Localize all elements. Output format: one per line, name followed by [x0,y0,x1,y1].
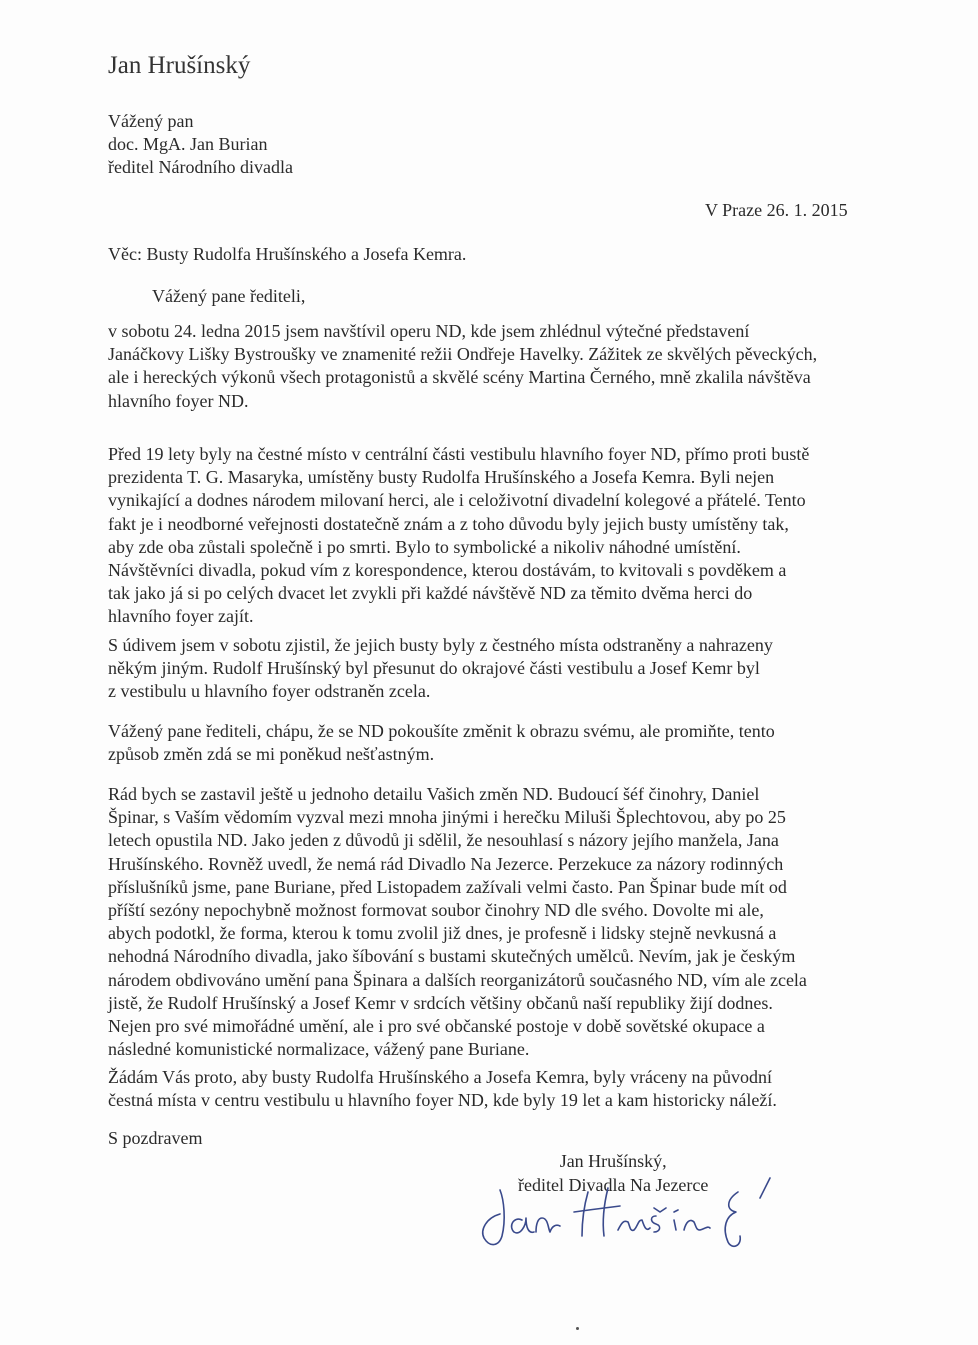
paragraph [108,320,828,413]
paragraph [108,1066,828,1112]
paragraph-line: Před 19 lety byly na čestné místo v centrální části vestibulu hlavního foyer ND, přímo proti bustě [108,444,810,464]
paragraph-line: Špinar, s Vaším vědomím vyzval mezi mnoha jinými i herečku Miluši Šplechtovou, aby po 25 [108,807,786,828]
recipient-line: ředitel Národního divadla [108,157,293,177]
paragraph-line: ale i hereckých výkonů všech protagonistů a skvělé scény Martina Černého, mně zkalila návštěva [108,367,811,388]
signer-title: ředitel Divadla Na Jezerce [518,1174,709,1195]
paragraph-line: abych podotkl, že forma, kterou k tomu zvolil již dnes, je profesně i lidsky stejně nevkusná a [108,923,777,944]
paragraph-line: v sobotu 24. ledna 2015 jsem navštívil operu ND, kde jsem zhlédnul výtečné představení [108,321,750,341]
letter-closing: S pozdravem [108,1128,203,1148]
letter-salutation: Vážený pane řediteli, [152,286,306,306]
paragraph-line: Návštěvníci divadla, pokud vím z korespondence, kterou dostávám, to kvitovali s povděkem a [108,560,787,581]
handwritten-signature-icon [470,1170,790,1260]
paragraph-line: nehodná Národního divadla, jako šíbování s bustami skutečných umělců. Nevím, jak je českým [108,946,796,967]
letter-subject: Věc: Busty Rudolfa Hrušínského a Josefa Kemra. [108,244,467,264]
recipient-line: Vážený pan [108,111,194,131]
paragraph-line: Rád bych se zastavil ještě u jednoho detailu Vašich změn ND. Budoucí šéf činohry, Daniel [108,784,760,804]
paragraph-line: prezidenta T. G. Masaryka, umístěny busty Rudolfa Hrušínského a Josefa Kemra. Byli nejen [108,467,775,488]
paragraph-line: fakt je i neodborné veřejnosti dostatečně znám a z toho důvodu byly jejich busty umístěny tak, [108,513,789,534]
paragraph [108,634,828,704]
paragraph-line: Hrušínského. Rovněž uvedl, že nemá rád Divadlo Na Jezerce. Perzekuce za názory rodinných [108,853,784,874]
paragraph [108,443,828,629]
paragraph-line: příští sezóny nepochybně možnost formovat soubor činohry ND dle svého. Dovolte mi ale, [108,900,764,921]
paragraph-line: Nejen pro své mimořádné umění, ale i pro své občanské postoje v době sovětské okupace a [108,1016,765,1037]
recipient-line: doc. MgA. Jan Burian [108,134,268,154]
paragraph-line: čestná místa v centru vestibulu u hlavního foyer ND, kde byly 19 let a kam historicky náleží. [108,1090,777,1111]
paragraph-line: Janáčkovy Lišky Bystroušky ve znamenité režii Ondřeje Havelky. Zážitek ze skvělých pěveckých, [108,344,818,365]
paragraph-line: letech opustila ND. Jako jeden z důvodů ji sdělil, že nesouhlasí s názory jejího manžela, Jana [108,830,779,851]
recipient-address [108,110,293,179]
paragraph-line: hlavního foyer ND. [108,390,249,411]
paragraph-line: Vážený pane řediteli, chápu, že se ND pokoušíte změnit k obrazu svému, ale promiňte, tento [108,721,775,741]
letter-date: V Praze 26. 1. 2015 [705,200,848,220]
sender-name: Jan Hrušínský [108,52,251,79]
paragraph-line: následné komunistické normalizace, vážený pane Buriane. [108,1039,530,1060]
paragraph-line: způsob změn zdá se mi poněkud nešťastným. [108,744,435,765]
paragraph-line: hlavního foyer zajít. [108,606,254,627]
paragraph [108,783,828,1061]
paragraph-line: z vestibulu u hlavního foyer odstraněn zcela. [108,681,431,702]
paragraph-line: tak jako já si po celých dvacet let zvykli při každé návštěvě ND za těmito dvěma herci do [108,583,753,604]
paragraph-line: S údivem jsem v sobotu zjistil, že jejich busty byly z čestného místa odstraněny a nahrazeny [108,635,773,655]
paragraph-line: národem obdivováno umění pana Špinara a dalších reorganizátorů současného ND, vím ale zcela [108,969,807,990]
paragraph [108,720,828,766]
paragraph-line: jistě, že Rudolf Hrušínský a Josef Kemr v srdcích většiny občanů naší republiky žijí dodnes. [108,992,773,1013]
paper-speck [576,1327,579,1330]
paragraph-line: někým jiným. Rudolf Hrušínský byl přesunut do okrajové části vestibulu a Josef Kemr byl [108,658,760,679]
signer-name: Jan Hrušínský, [559,1151,667,1171]
paragraph-line: Žádám Vás proto, aby busty Rudolfa Hrušínského a Josefa Kemra, byly vráceny na původní [108,1067,773,1087]
paragraph-line: aby zde oba zůstali společně i po smrti. Bylo to symbolické a nikoliv náhodné umístění. [108,536,741,557]
paragraph-line: příslušníků jsme, pane Buriane, před Listopadem zažívali velmi často. Pan Špinar bude mít od [108,876,787,897]
paragraph-line: vynikající a dodnes národem milovaní herci, ale i celoživotní divadelní kolegové a přátelé. Tento [108,490,806,511]
